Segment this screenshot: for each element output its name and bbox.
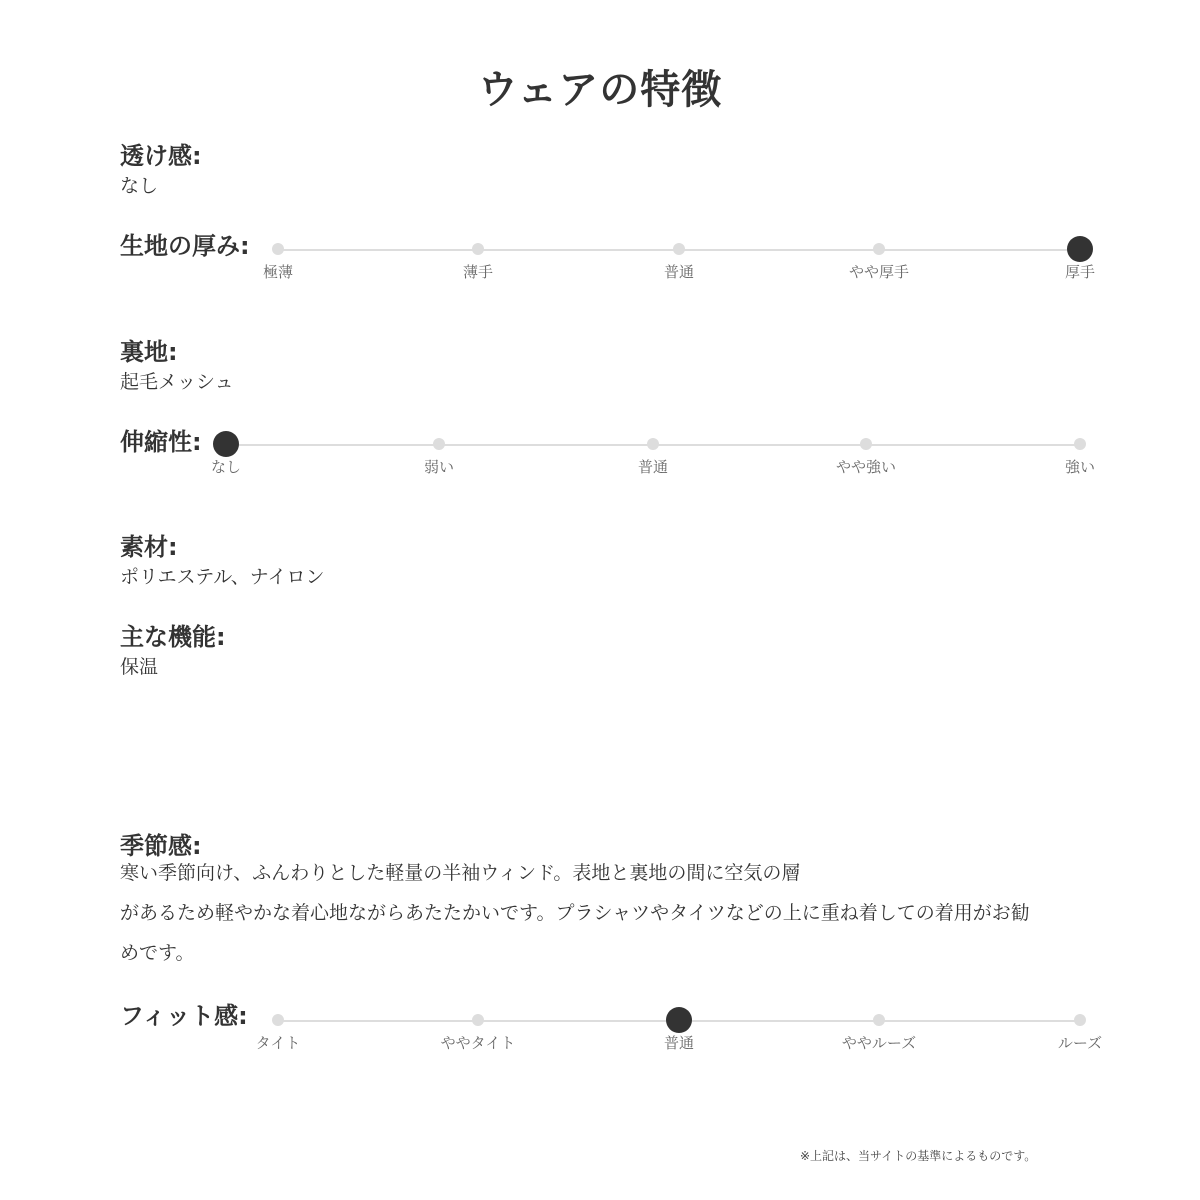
season-line: めです。 <box>120 942 195 964</box>
selected-dot-icon <box>666 1007 692 1033</box>
scale-option-label: ルーズ <box>1057 1034 1103 1052</box>
fit-label: フィット感: <box>120 1002 248 1030</box>
transparency-label: 透け感: <box>120 142 202 170</box>
scale-option-label: 厚手 <box>1064 263 1095 281</box>
scale-dot-icon <box>860 438 872 450</box>
season-description <box>120 853 1100 973</box>
scale-option-label: 弱い <box>423 458 454 476</box>
season-label: 季節感: <box>120 832 202 860</box>
scale-option-label: 普通 <box>637 458 668 476</box>
scale-dot-icon <box>873 243 885 255</box>
footnote: ※上記は、当サイトの基準によるものです。 <box>800 1149 1037 1163</box>
scale-option-label: 普通 <box>663 1034 694 1052</box>
functions-value: 保温 <box>120 656 159 678</box>
scale-option-label: 薄手 <box>462 263 493 281</box>
scale-option-label: 強い <box>1064 458 1095 476</box>
season-line: があるため軽やかな着心地ながらあたたかいです。プラシャツやタイツなどの上に重ね着しての着用がお勧 <box>120 902 1030 924</box>
scale-dot-icon <box>272 1014 284 1026</box>
scale-dot-icon <box>673 243 685 255</box>
stretch-label: 伸縮性: <box>120 428 202 456</box>
scale-dot-icon <box>472 1014 484 1026</box>
stretch-scale <box>210 444 1095 494</box>
lining-label: 裏地: <box>120 338 178 366</box>
scale-option-label: 極薄 <box>262 263 293 281</box>
scale-dot-icon <box>1074 1014 1086 1026</box>
scale-option-label: やや強い <box>835 458 896 476</box>
material-label: 素材: <box>120 533 178 561</box>
scale-dot-icon <box>433 438 445 450</box>
functions-label: 主な機能: <box>120 623 226 651</box>
season-line: 寒い季節向け、ふんわりとした軽量の半袖ウィンド。表地と裏地の間に空気の層 <box>120 862 801 884</box>
page-title: ウェアの特徴 <box>477 67 723 113</box>
scale-option-label: 普通 <box>663 263 694 281</box>
thickness-scale <box>262 249 1095 299</box>
lining-value: 起毛メッシュ <box>120 371 234 393</box>
scale-dot-icon <box>1074 438 1086 450</box>
material-value: ポリエステル、ナイロン <box>120 566 325 588</box>
scale-option-label: タイト <box>255 1034 301 1052</box>
selected-dot-icon <box>213 431 239 457</box>
scale-option-label: ややルーズ <box>841 1034 917 1052</box>
fit-scale <box>255 1020 1103 1070</box>
scale-dot-icon <box>873 1014 885 1026</box>
scale-dot-icon <box>272 243 284 255</box>
scale-option-label: なし <box>210 458 241 476</box>
scale-dot-icon <box>647 438 659 450</box>
thickness-label: 生地の厚み: <box>120 232 250 260</box>
transparency-value: なし <box>120 175 159 197</box>
scale-option-label: ややタイト <box>440 1034 516 1052</box>
selected-dot-icon <box>1067 236 1093 262</box>
scale-dot-icon <box>472 243 484 255</box>
scale-option-label: やや厚手 <box>848 263 909 281</box>
